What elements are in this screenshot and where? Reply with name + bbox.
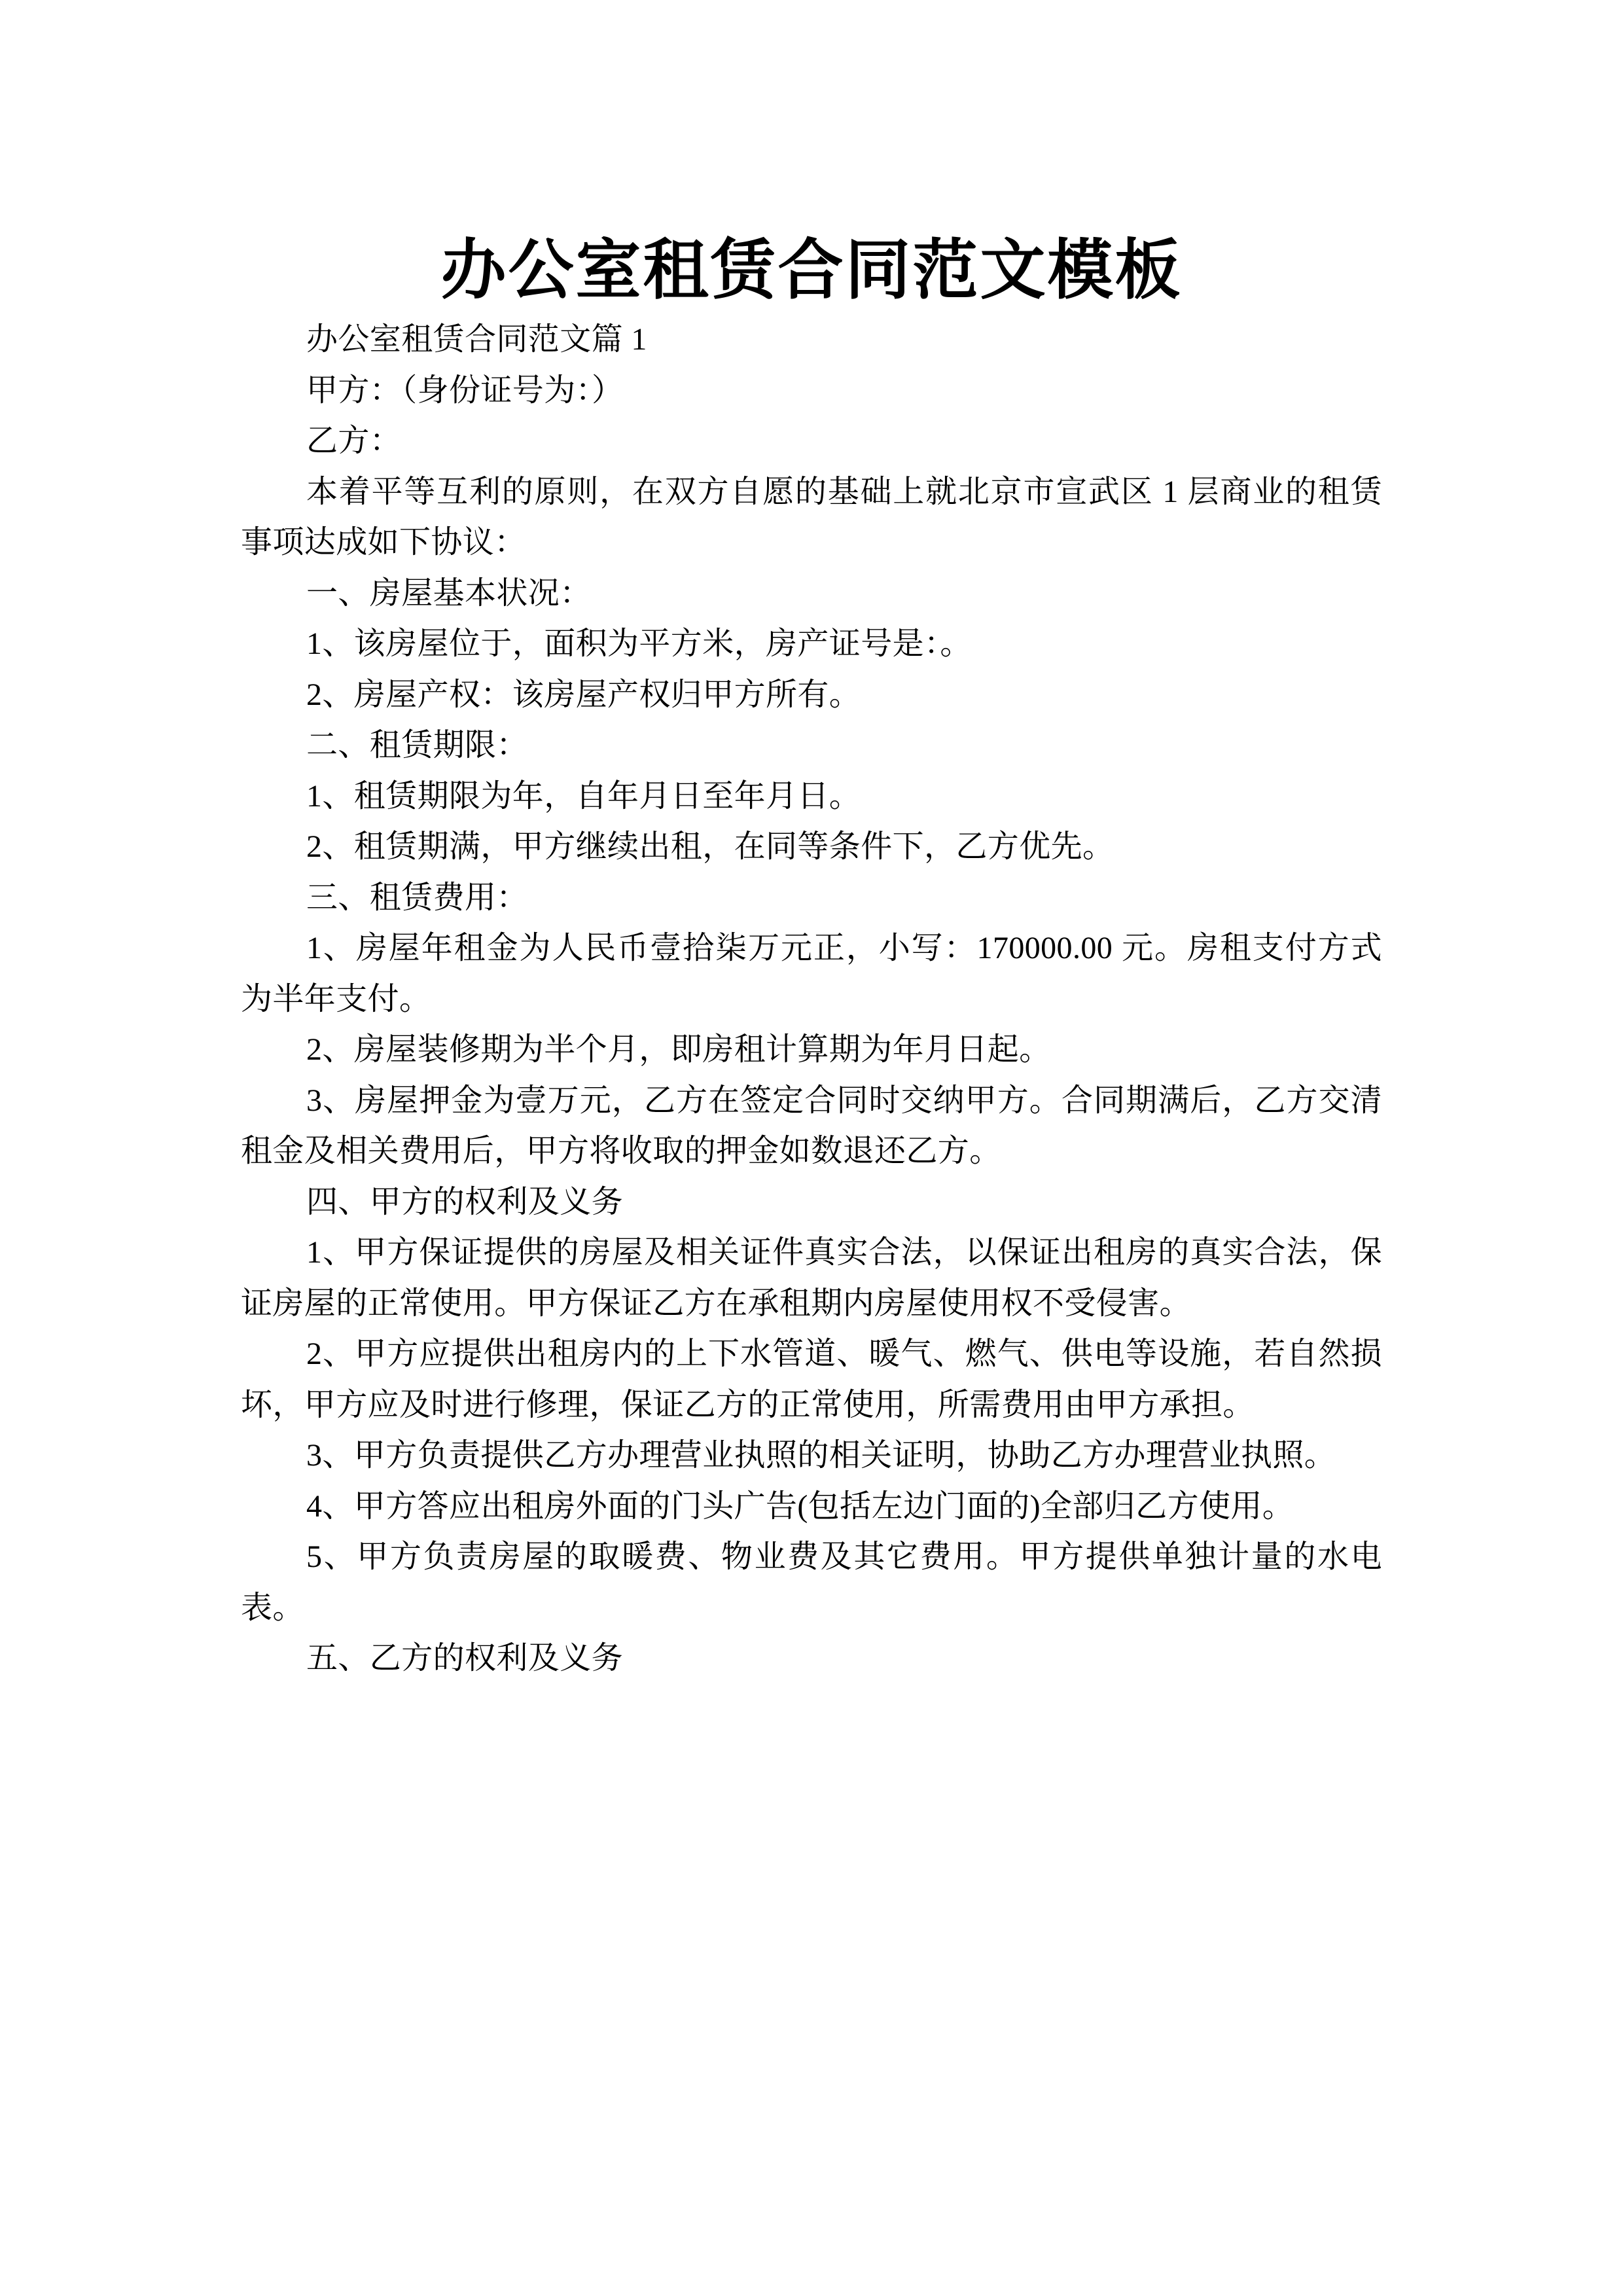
paragraph-4-4: 4、甲方答应出租房外面的门头广告(包括左边门面的)全部归乙方使用。 — [306, 1488, 1294, 1524]
paragraph-party-b: 乙方： — [306, 423, 402, 458]
paragraph-article-label: 办公室租赁合同范文篇 1 — [306, 322, 647, 357]
document-body — [241, 314, 1382, 1684]
paragraph-1-2: 2、房屋产权：该房屋产权归甲方所有。 — [306, 677, 861, 712]
paragraph-3-2: 2、房屋装修期为半个月，即房租计算期为年月日起。 — [306, 1032, 1051, 1067]
paragraph-4-3: 3、甲方负责提供乙方办理营业执照的相关证明，协助乙方办理营业执照。 — [306, 1438, 1336, 1473]
section-heading-three: 三、租赁费用： — [306, 880, 528, 915]
paragraph-4-2: 2、甲方应提供出租房内的上下水管道、暖气、燃气、供电等设施，若自然损坏，甲方应及时进行修理，保证乙方的正常使用，所需费用由甲方承担。 — [241, 1336, 1382, 1422]
paragraph-preamble: 本着平等互利的原则，在双方自愿的基础上就北京市宣武区 1 层商业的租赁事项达成如下协议： — [241, 474, 1382, 560]
section-heading-two: 二、租赁期限： — [306, 728, 528, 762]
section-heading-one: 一、房屋基本状况： — [306, 575, 592, 611]
paragraph-2-2: 2、租赁期满，甲方继续出租，在同等条件下，乙方优先。 — [306, 829, 1115, 864]
paragraph-4-1: 1、甲方保证提供的房屋及相关证件真实合法，以保证出租房的真实合法，保证房屋的正常使用。甲方保证乙方在承租期内房屋使用权不受侵害。 — [241, 1235, 1382, 1321]
paragraph-2-1: 1、租赁期限为年，自年月日至年月日。 — [306, 778, 861, 814]
paragraph-party-a: 甲方：（身份证号为：） — [306, 372, 624, 408]
section-heading-four: 四、甲方的权利及义务 — [306, 1184, 624, 1219]
paragraph-3-1: 1、房屋年租金为人民币壹拾柒万元正，小写：170000.00 元。房租支付方式为半年支付。 — [241, 931, 1382, 1016]
section-heading-five: 五、乙方的权利及义务 — [306, 1641, 624, 1676]
paragraph-4-5: 5、甲方负责房屋的取暖费、物业费及其它费用。甲方提供单独计量的水电表。 — [241, 1539, 1382, 1625]
page-title: 办公室租赁合同范文模板 — [440, 234, 1183, 307]
paragraph-3-3: 3、房屋押金为壹万元，乙方在签定合同时交纳甲方。合同期满后，乙方交清租金及相关费用后，甲方将收取的押金如数退还乙方。 — [241, 1083, 1382, 1168]
paragraph-1-1: 1、该房屋位于，面积为平方米，房产证号是：。 — [306, 626, 972, 661]
